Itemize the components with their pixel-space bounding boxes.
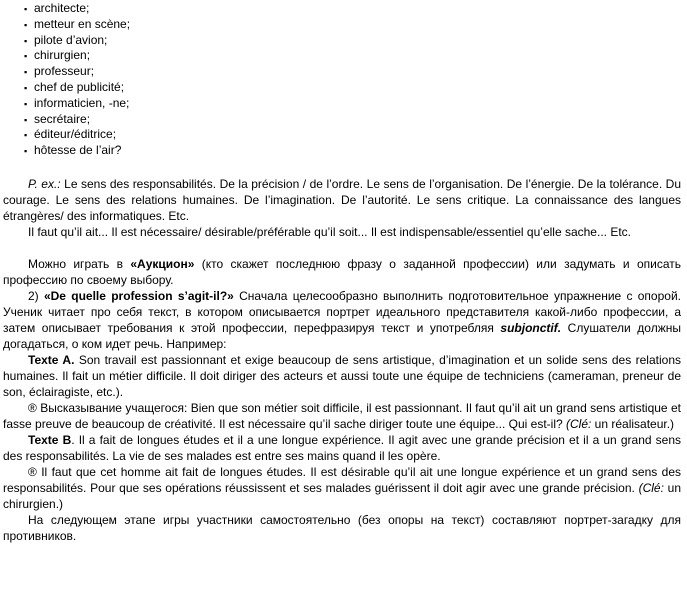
example-label: P. ex.: (28, 177, 61, 191)
auction-name: «Аукцион» (130, 257, 195, 271)
example-text: Le sens des responsabilités. De la précision / de l’ordre. Le sens de l’organisation. De l’énergie. De la tolérance. Du courage. Le sens des relations humaines. De l’imagination. De l’autorité. Le sens critique. La connaissance des langues étrangères/ des informatiques. Etc. (3, 177, 681, 223)
texte-b-paragraph (3, 432, 681, 464)
answer-a-cle-value: un réalisateur.) (591, 417, 675, 431)
answer-b-text: Il faut que cet homme ait fait de longues études. Il est désirable qu’il ait une longue expérience et un grand sens des responsabilités. Pour que ses opérations réussissent et ses malades guérissent il doit agir avec une grande précision. (3, 465, 681, 495)
game2-text2: Слушатели должны догадаться, о ком идет речь. Например: (3, 321, 681, 351)
game2-paragraph (3, 288, 681, 352)
spacer (3, 240, 681, 256)
list-item: ▪ hôtesse de l’air? (24, 142, 130, 158)
list-item: ▪ éditeur/éditrice; (24, 126, 130, 142)
answer-a-cle: (Clé: (566, 417, 592, 431)
texte-a-text: Son travail est passionnant et exige beaucoup de sens artistique, d’imagination et un solide sens des relations humaines. Il fait un métier difficile. Il doit diriger des acteurs et aussi toute une équipe de techniciens (cameraman, preneur de son, éclairagiste, etc.). (3, 353, 681, 399)
auction-paragraph (3, 256, 681, 288)
answer-a-paragraph (3, 400, 681, 432)
auction-post: (кто скажет последнюю фразу о заданной профессии) или задумать и описать профессию по своему выбору. (3, 257, 681, 287)
auction-pre: Можно играть в (28, 257, 131, 271)
texte-b-text: . Il a fait de longues études et il a une longue expérience. Il agit avec une grande précision et il a un grand sens des responsabilités. La vie de ses malades est entre ses mains quand il les opère. (3, 433, 681, 463)
texte-b-label: Texte B (28, 433, 72, 447)
list-item: ▪ chirurgien; (24, 47, 130, 63)
answer-a-text: Высказывание учащегося: Bien que son métier soit difficile, il est passionnant. Il faut qu’il ait un grand sens artistique et fasse preuve de beaucoup de créativité. Il est nécessaire qu’il sache diriger toute une équipe... Qui est-il? (3, 401, 681, 431)
game2-num: 2) (28, 289, 44, 303)
game2-text1: Сначала целесообразно выполнить подготовительное упражнение с опорой. Ученик читает про себя текст, в котором описывается портрет идеального представителя какой-либо профессии, а затем описывает требования к этой профессии, перефразируя текст и употребляя (3, 289, 681, 335)
profession-list (24, 0, 130, 158)
list-item: ▪ secrétaire; (24, 111, 130, 127)
subjonctif-term: subjonctif. (500, 321, 562, 335)
example-paragraph (3, 176, 681, 224)
list-item: ▪ pilote d’avion; (24, 32, 130, 48)
answer-b-cle: (Clé: (638, 481, 664, 495)
texte-a-label: Texte A. (28, 353, 75, 367)
list-item: ▪ chef de publicité; (24, 79, 130, 95)
registered-mark-icon: ® (28, 465, 37, 479)
il-faut-paragraph: Il faut qu’il ait... Il est nécessaire/ désirable/préférable qu’il soit... Il est indispensable/essentiel qu’elle sache... Etc. (28, 225, 631, 239)
body-text (3, 176, 681, 544)
final-paragraph: На следующем этапе игры участники самостоятельно (без опоры на текст) составляют портрет-загадку для противников. (3, 513, 681, 543)
texte-a-paragraph (3, 352, 681, 400)
answer-b-cle-value: un chirurgien.) (3, 481, 682, 511)
list-item: ▪ professeur; (24, 63, 130, 79)
list-item: ▪ architecte; (24, 0, 130, 16)
answer-b-paragraph (3, 464, 681, 512)
game2-title: «De quelle profession s’agit-il?» (43, 289, 234, 303)
list-item: ▪ informaticien, -ne; (24, 95, 130, 111)
list-item: ▪ metteur en scène; (24, 16, 130, 32)
registered-mark-icon: ® (28, 401, 37, 415)
